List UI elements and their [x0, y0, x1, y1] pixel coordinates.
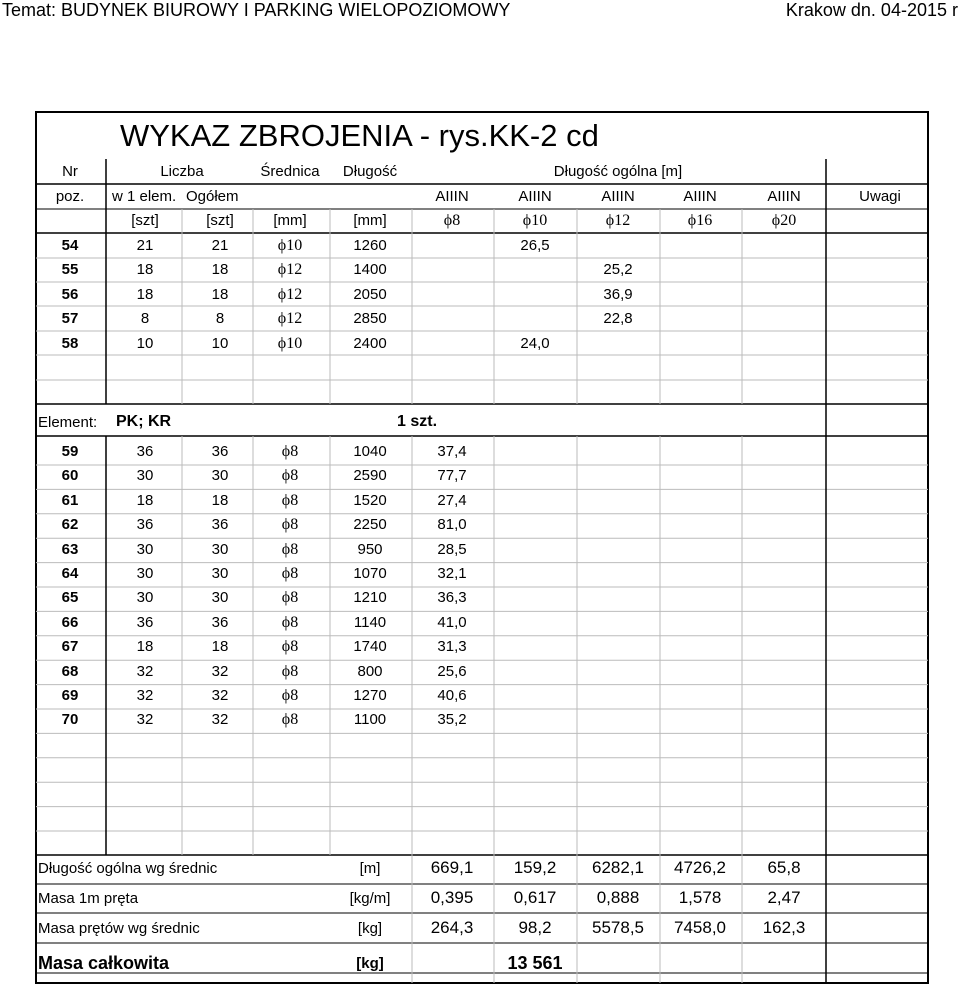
row-position-number: 66 [61, 613, 79, 631]
row-count-total: 21 [211, 237, 229, 254]
row-total-length: 36,3 [437, 589, 467, 607]
schedule-title: WYKAZ ZBROJENIA - rys.KK-2 cd [120, 118, 599, 153]
row-position-number: 57 [61, 310, 79, 328]
row-length: 2050 [353, 285, 387, 303]
summary-value: 4726,2 [674, 858, 726, 877]
w1elem-header: w 1 elem. [112, 188, 177, 205]
row-count-per-element: 18 [136, 285, 154, 303]
total-mass-value: 13 561 [507, 953, 563, 973]
row-total-length: 40,6 [437, 687, 467, 704]
row-diameter: ϕ8 [281, 467, 299, 485]
row-count-total: 10 [211, 334, 229, 352]
row-total-length: 32,1 [437, 565, 467, 582]
summary-value: 0,395 [430, 888, 474, 907]
row-count-total: 36 [211, 613, 229, 631]
summary-unit-mass: [kg] [357, 920, 383, 937]
row-position-number: 64 [61, 565, 79, 582]
row-position-number: 61 [61, 491, 79, 509]
row-count-per-element: 36 [136, 516, 154, 534]
row-count-total: 36 [211, 443, 229, 460]
header-date: Krakow dn. 04-2015 r [785, 0, 958, 20]
row-diameter: ϕ8 [281, 565, 299, 582]
row-length: 2590 [353, 467, 387, 485]
summary-value: 65,8 [767, 858, 801, 877]
szt-unit-2: [szt] [206, 212, 234, 229]
summary-value: 2,47 [767, 888, 801, 907]
row-count-per-element: 30 [136, 565, 154, 582]
row-diameter: ϕ8 [281, 516, 299, 534]
row-diameter: ϕ12 [277, 261, 303, 279]
steel-grade-1: AIIIN [435, 188, 469, 205]
steel-grade-5: AIIIN [767, 188, 801, 205]
row-count-total: 32 [211, 662, 229, 680]
row-total-length: 24,0 [520, 334, 550, 352]
row-count-per-element: 30 [136, 589, 154, 607]
row-diameter: ϕ8 [281, 540, 299, 558]
row-length: 2850 [353, 310, 387, 328]
row-length: 800 [357, 662, 383, 680]
row-count-per-element: 32 [136, 662, 154, 680]
row-length: 2400 [353, 334, 387, 352]
row-position-number: 60 [61, 467, 79, 485]
row-count-total: 8 [215, 310, 225, 328]
row-diameter: ϕ8 [281, 443, 299, 460]
element-name: PK; KR [116, 413, 172, 430]
row-diameter: ϕ8 [281, 662, 299, 680]
row-position-number: 58 [61, 334, 79, 352]
row-count-per-element: 32 [136, 687, 154, 704]
liczba-header: Liczba [160, 163, 204, 180]
row-count-per-element: 32 [136, 711, 154, 729]
row-position-number: 68 [61, 662, 79, 680]
summary-unit-unit-mass: [kg/m] [349, 890, 391, 907]
row-position-number: 69 [61, 687, 79, 704]
summary-unit-length: [m] [359, 860, 381, 877]
row-position-number: 65 [61, 589, 79, 607]
summary-value: 6282,1 [592, 858, 644, 877]
row-length: 1040 [353, 443, 387, 460]
row-total-length: 37,4 [437, 443, 467, 460]
steel-grade-2: AIIIN [518, 188, 552, 205]
row-position-number: 54 [61, 237, 79, 254]
row-count-per-element: 36 [136, 443, 154, 460]
row-count-total: 18 [211, 285, 229, 303]
row-total-length: 36,9 [603, 285, 633, 303]
row-count-per-element: 8 [140, 310, 150, 328]
row-length: 1520 [353, 491, 387, 509]
row-position-number: 70 [61, 711, 79, 729]
summary-label-length: Długość ogólna wg średnic [38, 860, 218, 877]
row-length: 1210 [353, 589, 387, 607]
row-diameter: ϕ8 [281, 638, 299, 656]
nr-header: Nr [62, 163, 78, 180]
summary-value: 0,888 [596, 888, 640, 907]
row-total-length: 27,4 [437, 491, 467, 509]
row-total-length: 81,0 [437, 516, 467, 534]
row-total-length: 77,7 [437, 467, 467, 485]
row-total-length: 22,8 [603, 310, 633, 328]
row-length: 1100 [353, 711, 387, 729]
row-diameter: ϕ10 [277, 334, 303, 352]
summary-value: 5578,5 [592, 918, 644, 937]
diameter-head-1: ϕ8 [443, 212, 461, 229]
row-length: 1140 [353, 613, 387, 631]
summary-value: 669,1 [430, 858, 474, 877]
diameter-head-3: ϕ12 [605, 212, 631, 229]
row-count-total: 18 [211, 261, 229, 279]
row-count-total: 36 [211, 516, 229, 534]
row-count-per-element: 18 [136, 638, 154, 656]
summary-value: 264,3 [430, 918, 474, 937]
row-length: 950 [357, 540, 383, 558]
row-length: 1740 [353, 638, 387, 656]
steel-grade-3: AIIIN [601, 188, 635, 205]
header-topic: Temat: BUDYNEK BIUROWY I PARKING WIELOPOZIOMOWY [2, 0, 511, 20]
row-count-per-element: 30 [136, 467, 154, 485]
row-count-total: 18 [211, 638, 229, 656]
diameter-head-4: ϕ16 [687, 212, 713, 229]
row-length: 2250 [353, 516, 387, 534]
diameter-head-2: ϕ10 [522, 212, 548, 229]
summary-value: 159,2 [513, 858, 557, 877]
row-diameter: ϕ8 [281, 589, 299, 607]
summary-value: 0,617 [513, 888, 557, 907]
row-count-per-element: 36 [136, 613, 154, 631]
summary-label-unit-mass: Masa 1m pręta [38, 890, 139, 907]
row-count-per-element: 21 [136, 237, 154, 254]
row-length: 1270 [353, 687, 387, 704]
row-length: 1400 [353, 261, 387, 279]
row-diameter: ϕ12 [277, 310, 303, 328]
row-total-length: 31,3 [437, 638, 467, 656]
ogolem-header: Ogółem [186, 188, 239, 205]
row-total-length: 25,2 [603, 261, 633, 279]
row-diameter: ϕ12 [277, 285, 303, 303]
dlugosc-header: Długość [342, 163, 398, 180]
row-count-total: 18 [211, 491, 229, 509]
row-total-length: 28,5 [437, 540, 467, 558]
row-count-total: 32 [211, 711, 229, 729]
diameter-head-5: ϕ20 [771, 212, 797, 229]
mm-unit-1: [mm] [273, 212, 307, 229]
steel-grade-4: AIIIN [683, 188, 717, 205]
summary-value: 98,2 [518, 918, 552, 937]
row-total-length: 25,6 [437, 662, 467, 680]
row-count-total: 32 [211, 687, 229, 704]
poz-header: poz. [55, 188, 85, 205]
row-count-total: 30 [211, 565, 229, 582]
row-count-per-element: 18 [136, 261, 154, 279]
row-diameter: ϕ8 [281, 687, 299, 704]
row-total-length: 35,2 [437, 711, 467, 729]
summary-label-mass: Masa prętów wg średnic [38, 920, 200, 937]
row-length: 1260 [353, 237, 387, 254]
row-count-per-element: 18 [136, 491, 154, 509]
element-count: 1 szt. [397, 413, 438, 430]
row-count-total: 30 [211, 540, 229, 558]
row-diameter: ϕ8 [281, 491, 299, 509]
row-count-per-element: 30 [136, 540, 154, 558]
summary-value: 1,578 [678, 888, 722, 907]
row-position-number: 67 [61, 638, 79, 656]
mm-unit-2: [mm] [353, 212, 387, 229]
szt-unit-1: [szt] [131, 212, 159, 229]
dlugosc-ogolna-header: Długość ogólna [m] [553, 163, 683, 180]
row-length: 1070 [353, 565, 387, 582]
row-position-number: 62 [61, 516, 79, 534]
uwagi-header: Uwagi [859, 188, 901, 205]
row-position-number: 59 [61, 443, 79, 460]
total-mass-label: Masa całkowita [38, 953, 170, 973]
row-count-total: 30 [211, 467, 229, 485]
row-position-number: 63 [61, 540, 79, 558]
row-diameter: ϕ8 [281, 711, 299, 729]
element-label: Element: [38, 414, 98, 431]
row-diameter: ϕ8 [281, 613, 299, 631]
srednica-header: Średnica [260, 163, 320, 180]
row-total-length: 41,0 [437, 613, 467, 631]
row-count-per-element: 10 [136, 334, 154, 352]
summary-value: 162,3 [762, 918, 806, 937]
row-position-number: 55 [61, 261, 79, 279]
row-total-length: 26,5 [520, 237, 550, 254]
summary-value: 7458,0 [674, 918, 726, 937]
row-position-number: 56 [61, 285, 79, 303]
row-count-total: 30 [211, 589, 229, 607]
row-diameter: ϕ10 [277, 237, 303, 254]
total-mass-unit: [kg] [356, 955, 384, 972]
